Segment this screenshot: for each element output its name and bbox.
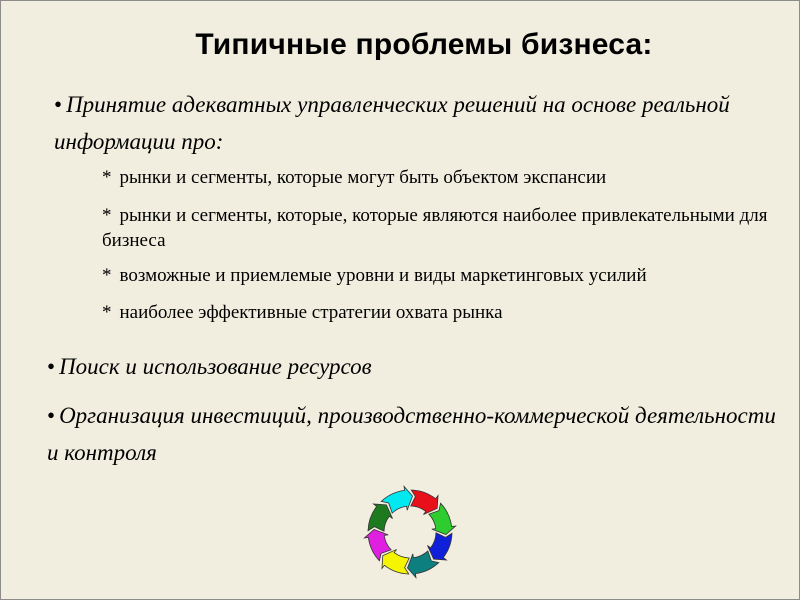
bullet-resources [47, 348, 787, 385]
subitem-marketing-efforts [102, 263, 792, 288]
cycle-arrow-segment [427, 533, 452, 560]
bullet-decisions [54, 86, 784, 160]
subitem-text: рынки и сегменты, которые, которые являются наиболее привлекательными для бизнеса [102, 205, 768, 251]
bullet-marker: • [54, 92, 63, 117]
bullet-text: Принятие адекватных управленческих решений на основе реальной информации про: [54, 92, 730, 154]
subitem-text: возможные и приемлемые уровни и виды маркетинговых усилий [119, 265, 647, 286]
slide-title: Типичные проблемы бизнеса: [195, 28, 653, 61]
bullet-text: Организация инвестиций, производственно-коммерческой деятельности и контроля [47, 403, 776, 465]
subitem-coverage-strategies [102, 300, 792, 325]
cycle-arrow-segment [411, 490, 438, 515]
subitem-text: рынки и сегменты, которые могут быть объектом экспансии [119, 167, 607, 188]
subitem-marker: * [102, 265, 112, 286]
bullet-marker: • [47, 354, 56, 379]
bullet-investments [47, 397, 787, 471]
subitem-marker: * [102, 302, 112, 323]
circular-arrows-icon [362, 484, 458, 580]
cycle-arrow-segment [382, 549, 409, 574]
subitem-text: наиболее эффективные стратегии охвата рынка [119, 302, 503, 323]
bullet-text: Поиск и использование ресурсов [59, 354, 372, 379]
subitem-marker: * [102, 205, 112, 226]
subitem-marker: * [102, 167, 112, 188]
subitem-attractive-markets [102, 203, 792, 253]
bullet-marker: • [47, 403, 56, 428]
cycle-arrow-segment [368, 504, 393, 531]
subitem-expansion-markets [102, 165, 792, 190]
